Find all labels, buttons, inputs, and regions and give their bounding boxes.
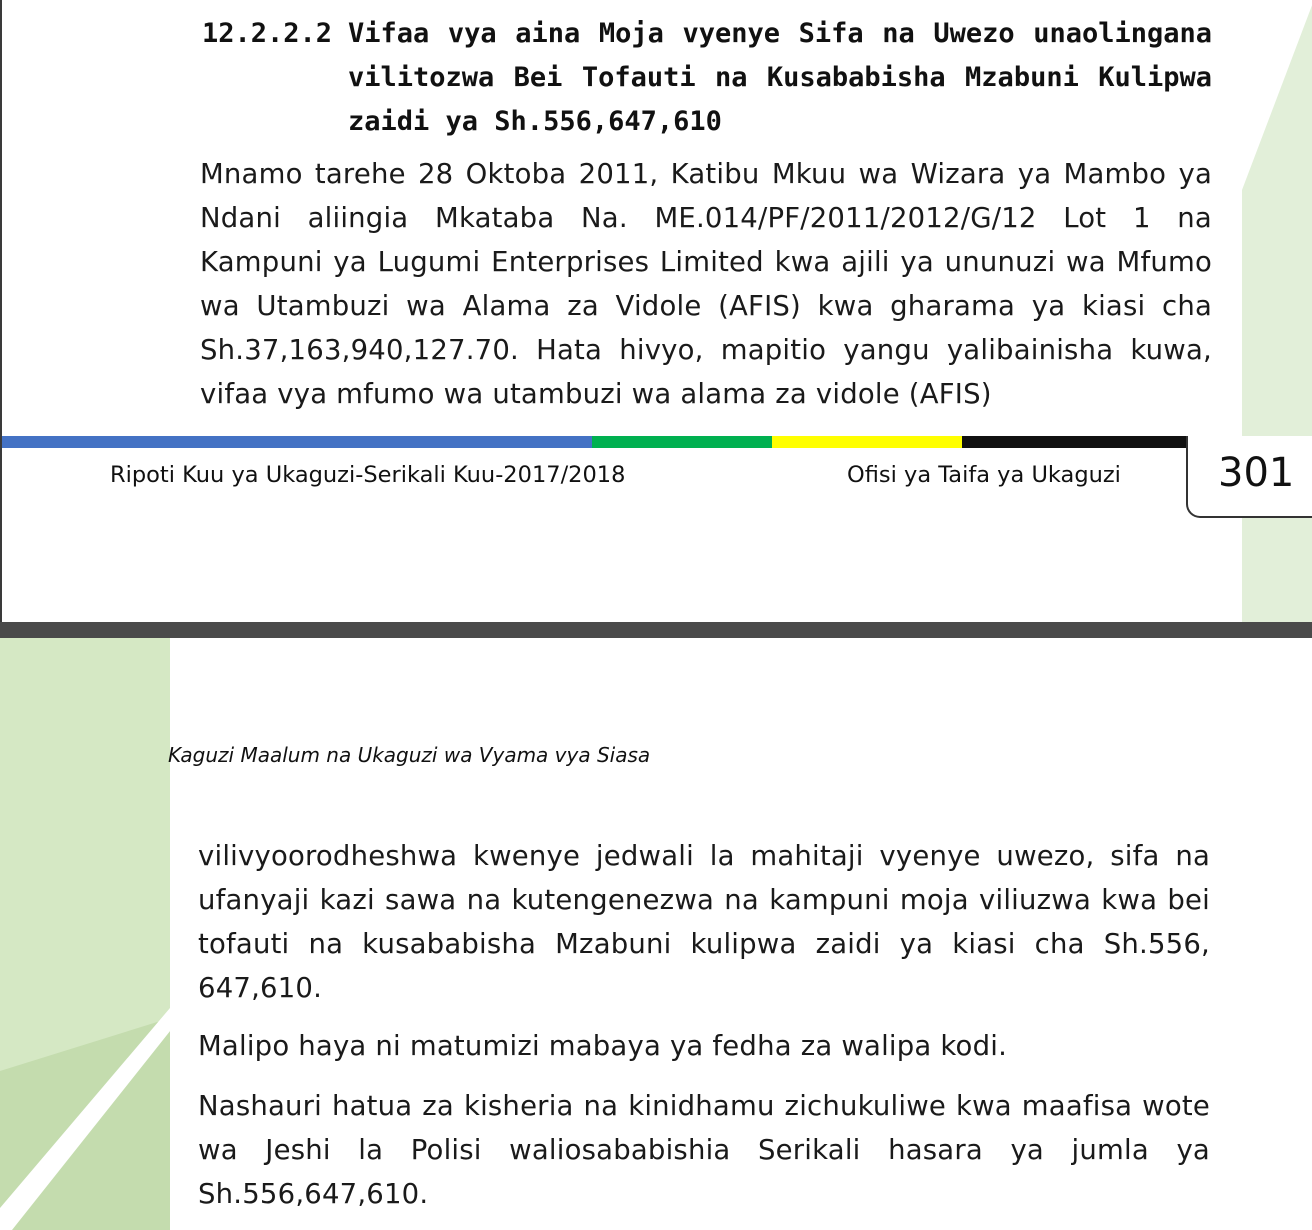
body-paragraph: vilivyoorodheshwa kwenye jedwali la mahitaji vyenye uwezo, sifa na ufanyaji kazi sawa na kutengenezwa na kampuni moja viliuzwa kwa bei tofauti na kusababisha Mzabuni kulipwa zaidi ya kiasi cha Sh.556, 647,610. [198, 840, 1210, 1004]
footer-office-name: Ofisi ya Taifa ya Ukaguzi [847, 462, 1121, 488]
footer-band-yellow [772, 436, 962, 448]
page-divider [0, 622, 1312, 638]
footer-band-blue [2, 436, 592, 448]
body-paragraph: Nashauri hatua za kisheria na kinidhamu zichukuliwe kwa maafisa wote wa Jeshi la Polisi waliosababishia Serikali hasara ya jumla ya Sh.556,647,610. [198, 1090, 1210, 1210]
section-heading [202, 12, 1212, 144]
footer-band-green [592, 436, 772, 448]
body-paragraph: Mnamo tarehe 28 Oktoba 2011, Katibu Mkuu wa Wizara ya Mambo ya Ndani aliingia Mkataba Na. ME.014/PF/2011/2012/G/12 Lot 1 na Kampuni ya Lugumi Enterprises Limited kwa ajili ya ununuzi wa Mfumo wa Utambuzi wa Alama za Vidole (AFIS) kwa gharama ya kiasi cha Sh.37,163,940,127.70. Hata hivyo, mapitio yangu yalibainisha kuwa, vifaa vya mfumo wa utambuzi wa alama za vidole (AFIS) [200, 158, 1212, 410]
footer-band-black [962, 436, 1192, 448]
footer-report-title: Ripoti Kuu ya Ukaguzi-Serikali Kuu-2017/2018 [110, 462, 626, 488]
document-page-bottom [0, 638, 1312, 1230]
page-number: 301 [1218, 450, 1295, 496]
section-title: Vifaa vya aina Moja vyenye Sifa na Uwezo unaolingana vilitozwa Bei Tofauti na Kusababisha Mzabuni Kulipwa zaidi ya Sh.556,647,610 [348, 18, 1212, 137]
running-header: Kaguzi Maalum na Ukaguzi wa Vyama vya Siasa [168, 743, 651, 767]
body-paragraph: Malipo haya ni matumizi mabaya ya fedha za walipa kodi. [198, 1030, 1008, 1062]
page-number-box [1186, 436, 1312, 518]
section-number: 12.2.2.2 [202, 18, 333, 49]
